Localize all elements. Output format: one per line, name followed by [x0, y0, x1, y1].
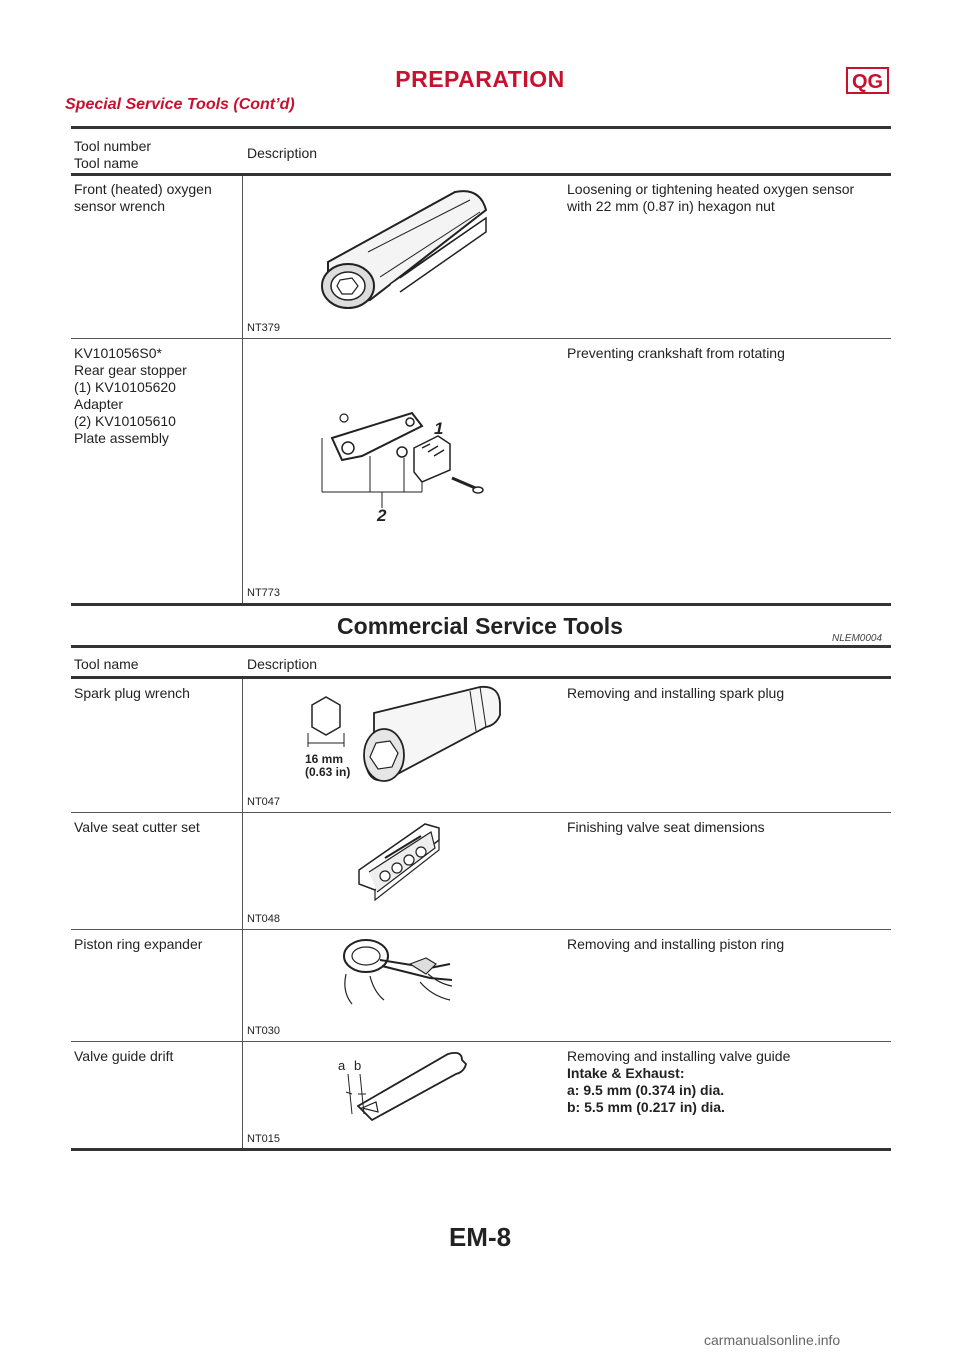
table-header-rule	[71, 173, 891, 176]
table-header-tool-name: Tool name	[74, 656, 139, 672]
table-header-description: Description	[247, 145, 318, 161]
oxygen-sensor-wrench-icon	[310, 182, 510, 312]
tool-name: Valve guide drift	[74, 1048, 174, 1064]
callout-2: 2	[377, 506, 387, 525]
description-line: b: 5.5 mm (0.217 in) dia.	[567, 1099, 725, 1115]
tool-description	[567, 685, 887, 702]
table-header-rule	[71, 676, 891, 679]
dimension-line: (0.63 in)	[305, 765, 351, 779]
tool-name-line: Rear gear stopper	[74, 362, 187, 378]
description-line: Loosening or tightening heated oxygen sensor	[567, 181, 855, 197]
page-subtitle: Special Service Tools (Cont’d)	[65, 96, 295, 113]
watermark: carmanualsonline.info	[704, 1332, 841, 1348]
row-divider	[71, 338, 891, 339]
tool-name-line: KV101056S0*	[74, 345, 162, 361]
valve-guide-drift-icon	[338, 1046, 468, 1116]
tool-name: Spark plug wrench	[74, 685, 190, 701]
figure-code: NT379	[247, 322, 281, 334]
section-title: Commercial Service Tools	[337, 613, 623, 639]
tool-name-line: Adapter	[74, 396, 124, 412]
column-divider	[242, 679, 243, 1149]
table-bottom-rule	[71, 603, 891, 606]
tool-name: Piston ring expander	[74, 936, 203, 952]
table-top-rule	[71, 645, 891, 648]
tool-description	[567, 1048, 887, 1116]
rear-gear-stopper-icon	[322, 408, 502, 528]
tool-name-line: (2) KV10105610	[74, 413, 176, 429]
tool-name-line: Plate assembly	[74, 430, 169, 446]
tool-description	[567, 345, 887, 362]
tool-name-line: sensor wrench	[74, 198, 166, 214]
table-row	[74, 345, 242, 447]
tool-description	[567, 819, 887, 836]
table-row	[74, 181, 242, 215]
description-line: Removing and installing valve guide	[567, 1048, 791, 1064]
table-header-tool	[74, 138, 242, 172]
figure-code: NT015	[247, 1133, 281, 1145]
table-top-rule	[71, 126, 891, 129]
tool-description	[567, 936, 887, 953]
engine-code-badge: QG	[846, 67, 889, 94]
tool-name: Valve seat cutter set	[74, 819, 200, 835]
header-tool-number: Tool number	[74, 138, 152, 154]
figure-code: NT030	[247, 1025, 281, 1037]
description-line: Removing and installing piston ring	[567, 936, 785, 952]
description-line: Preventing crankshaft from rotating	[567, 345, 785, 361]
header-tool-name: Tool name	[74, 155, 139, 171]
dimension-line: 16 mm	[305, 752, 344, 766]
figure-code: NT773	[247, 587, 281, 599]
tool-description	[567, 181, 887, 215]
row-divider	[71, 929, 891, 930]
figure-code: NT047	[247, 796, 281, 808]
description-line: Removing and installing spark plug	[567, 685, 785, 701]
section-code: NLEM0004	[832, 633, 883, 644]
table-header-description: Description	[247, 656, 318, 672]
tool-name-line: Front (heated) oxygen	[74, 181, 212, 197]
page-title: PREPARATION	[395, 66, 565, 92]
tool-name-line: (1) KV10105620	[74, 379, 176, 395]
figure-code: NT048	[247, 913, 281, 925]
piston-ring-expander-icon	[340, 934, 460, 1014]
table-bottom-rule	[71, 1148, 891, 1151]
page-number: EM-8	[448, 1222, 512, 1252]
description-line: Intake & Exhaust:	[567, 1065, 685, 1081]
description-line: with 22 mm (0.87 in) hexagon nut	[567, 198, 775, 214]
callout-1: 1	[434, 419, 444, 438]
row-divider	[71, 1041, 891, 1042]
description-line: Finishing valve seat dimensions	[567, 819, 765, 835]
dimension-label	[305, 753, 350, 779]
dimension-label-b: b	[354, 1058, 362, 1073]
dimension-label-a: a	[338, 1058, 346, 1073]
row-divider	[71, 812, 891, 813]
description-line: a: 9.5 mm (0.374 in) dia.	[567, 1082, 725, 1098]
column-divider	[242, 176, 243, 604]
valve-seat-cutter-set-icon	[355, 820, 455, 910]
